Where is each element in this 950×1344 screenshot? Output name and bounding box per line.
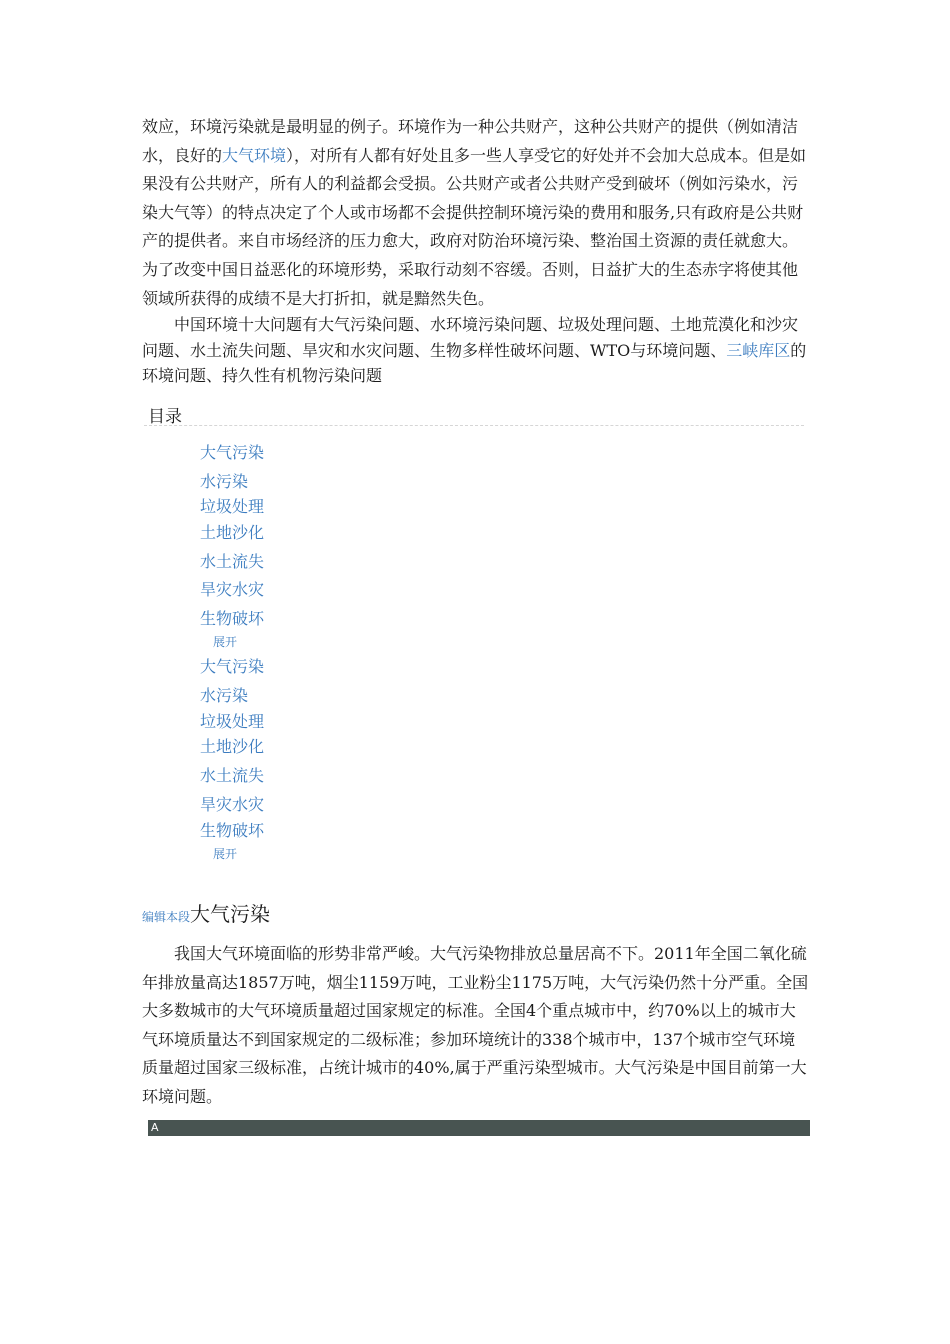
toc-item-soil-erosion[interactable]: 水土流失	[200, 766, 265, 785]
problems-paragraph	[142, 312, 810, 389]
intro-text-1: 效应，环境污染就是最明显的例子。环境作为一种公共财产，这种公共财产的提供（例如清洁水，良好的	[142, 117, 799, 165]
toc-item-bio-damage[interactable]: 生物破坏	[200, 821, 265, 840]
toc-item-soil-erosion[interactable]: 水土流失	[200, 552, 265, 571]
toc-item-desertification[interactable]: 土地沙化	[200, 523, 265, 542]
intro-paragraph	[142, 113, 810, 313]
intro-text-2: ），对所有人都有好处且多一些人享受它的好处并不会加大总成本。但是如果没有公共财产，所有人的利益都会受损。公共财产或者公共财产受到破坏（例如污染水，污染大气等）的特点决定了个人或市场都不会提供控制环境污染的费用和服务,只有政府是公共财产的提供者。来自市场经济的压力愈大，政府对防治环境污染、整治国土资源的责任就愈大。为了改变中国日益恶化的环境形势，采取行动刻不容缓。否则，日益扩大的生态赤字将使其他领域所获得的成绩不是大打折扣，就是黯然失色。	[142, 145, 807, 308]
toc-item-water-pollution[interactable]: 水污染	[200, 472, 249, 491]
problems-text-1: 中国环境十大问题有大气污染问题、水环境污染问题、垃圾处理问题、土地荒漠化和沙灾问题、水土流失问题、旱灾和水灾问题、生物多样性破坏问题、WTO与环境问题、	[142, 315, 799, 360]
section-heading: 大气污染	[190, 902, 271, 926]
toc-item-drought-flood[interactable]: 旱灾水灾	[200, 795, 265, 814]
section-header	[142, 898, 270, 927]
toc-divider	[144, 425, 804, 426]
toc-item-bio-damage[interactable]: 生物破坏	[200, 609, 265, 628]
toc-item-drought-flood[interactable]: 旱灾水灾	[200, 580, 265, 599]
edit-section-link[interactable]: 编辑本段	[142, 910, 191, 924]
toc-item-desertification[interactable]: 土地沙化	[200, 737, 265, 756]
toc-item-waste-disposal[interactable]: 垃圾处理	[200, 497, 265, 516]
banner-label: A	[151, 1121, 159, 1134]
toc-item-air-pollution[interactable]: 大气污染	[200, 657, 265, 676]
toc-item-air-pollution[interactable]: 大气污染	[200, 443, 265, 462]
three-gorges-link[interactable]: 三峡库区	[726, 340, 791, 360]
toc-item-water-pollution[interactable]: 水污染	[200, 686, 249, 705]
toc-item-waste-disposal[interactable]: 垃圾处理	[200, 712, 265, 731]
toc-expand-link[interactable]: 展开	[213, 847, 238, 861]
atmosphere-environment-link[interactable]: 大气环境	[222, 145, 287, 165]
toc-title: 目录	[148, 407, 182, 427]
toc-expand-link[interactable]: 展开	[213, 635, 238, 649]
section-body-paragraph: 我国大气环境面临的形势非常严峻。大气污染物排放总量居高不下。2011年全国二氧化硫年排放量高达1857万吨，烟尘1159万吨，工业粉尘1175万吨，大气污染仍然十分严重。全国大多数城市的大气环境质量超过国家规定的标准。全国4个重点城市中，约70%以上的城市大气环境质量达不到国家规定的二级标准；参加环境统计的338个城市中，137个城市空气环境质量超过国家三级标准，占统计城市的40%,属于严重污染型城市。大气污染是中国目前第一大环境问题。	[142, 944, 809, 1106]
dark-banner-bar	[148, 1120, 810, 1136]
problems-text-2: 的环境问题、持久性有机物污染问题	[142, 340, 807, 385]
